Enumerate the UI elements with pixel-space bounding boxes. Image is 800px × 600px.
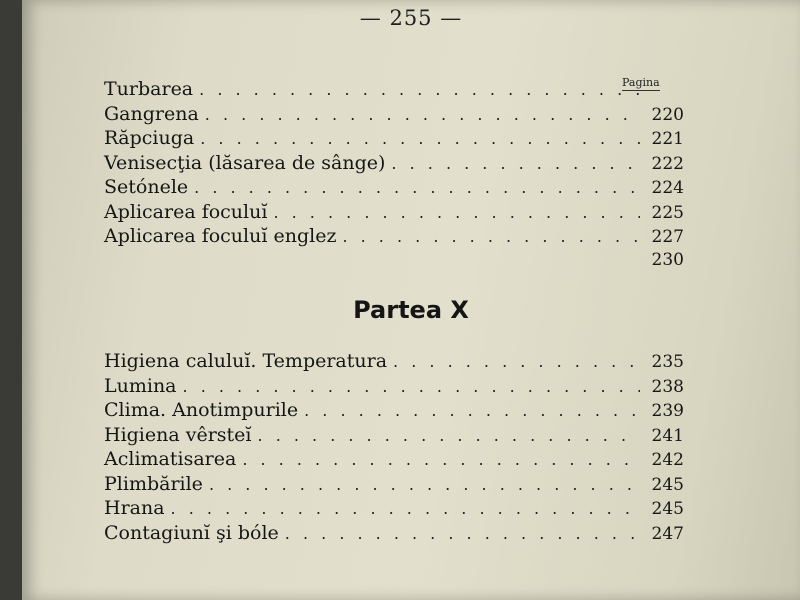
toc-entry-title: Clima. Anotimpurile: [104, 399, 299, 421]
toc-entry-title: Higiena vêrsteĭ: [104, 423, 252, 446]
dot-leader: [242, 450, 640, 469]
toc-entry-page: 242: [651, 450, 684, 470]
toc-entry: [104, 250, 684, 275]
dot-leader: [199, 80, 640, 99]
toc-entry: [104, 424, 684, 449]
toc-entry: [104, 225, 684, 250]
toc-entry-page: 241: [651, 425, 684, 446]
toc-entry: [104, 473, 684, 498]
dot-leader: [304, 401, 640, 420]
toc-entry-title: Aplicarea foculuĭ: [104, 200, 268, 223]
toc-entry-page: 235: [651, 352, 684, 372]
dot-leader: [205, 105, 640, 124]
toc-entry: [104, 522, 684, 547]
toc-entry-title: Contagiunĭ şi bóle: [104, 521, 279, 544]
toc-section-1: [104, 78, 684, 274]
toc-entry-title: Venisecţia (lăsarea de sânge): [104, 151, 386, 174]
dot-leader: [209, 475, 640, 494]
toc-entry: [104, 350, 684, 375]
toc-entry: [104, 127, 684, 152]
toc-entry-page: 245: [651, 499, 684, 519]
toc-entry-title: Plimbările: [104, 472, 203, 495]
dot-leader: [194, 178, 640, 197]
toc-entry-title: Gangrena: [104, 102, 199, 125]
toc-entry: [104, 103, 684, 128]
toc-entry-page: 225: [651, 202, 684, 223]
dot-leader: [258, 426, 640, 445]
column-header-pagina: Pagina: [622, 76, 660, 89]
toc-entry-title: Turbarea: [104, 78, 194, 100]
toc-entry: [104, 78, 684, 103]
toc-entry: [104, 375, 684, 400]
toc-entry-page: 221: [651, 129, 684, 149]
toc-entry: [104, 201, 684, 226]
toc-section-2: [104, 350, 684, 546]
dot-leader: [200, 129, 640, 148]
toc-entry-title: Lumina: [104, 374, 177, 397]
toc-entry-title: Aplicarea foculuĭ englez: [104, 225, 337, 247]
toc-entry-page: 245: [651, 474, 684, 495]
toc-entry-page: 220: [651, 104, 684, 125]
toc-entry-title: Aclimatisarea: [104, 448, 237, 470]
toc-entry: [104, 399, 684, 424]
dot-leader: [273, 203, 640, 222]
toc-entry: [104, 448, 684, 473]
toc-entry-page: 230: [651, 249, 684, 270]
dot-leader: [342, 227, 640, 246]
dot-leader: [285, 524, 640, 543]
page-number: — 255 —: [359, 6, 463, 30]
dot-leader: [391, 154, 640, 173]
toc-entry-page: 247: [651, 523, 684, 544]
book-page: [22, 0, 800, 600]
dot-leader: [393, 352, 640, 371]
toc-entry-page: 227: [651, 227, 684, 247]
toc-entry: [104, 497, 684, 522]
toc-entry-title: Răpciuga: [104, 127, 195, 149]
toc-entry-title: Hrana: [104, 497, 165, 519]
toc-entry-page: 224: [651, 178, 684, 198]
section-title: Partea X: [353, 296, 469, 324]
toc-entry-page: 239: [651, 401, 684, 421]
toc-entry-title: Setónele: [104, 176, 189, 198]
dot-leader: [171, 499, 640, 518]
toc-entry: [104, 152, 684, 177]
toc-entry-page: 222: [651, 153, 684, 174]
toc-entry-page: 238: [651, 376, 684, 397]
toc-entry-title: Higiena caluluĭ. Temperatura: [104, 350, 388, 372]
dot-leader: [183, 377, 640, 396]
toc-entry: [104, 176, 684, 201]
